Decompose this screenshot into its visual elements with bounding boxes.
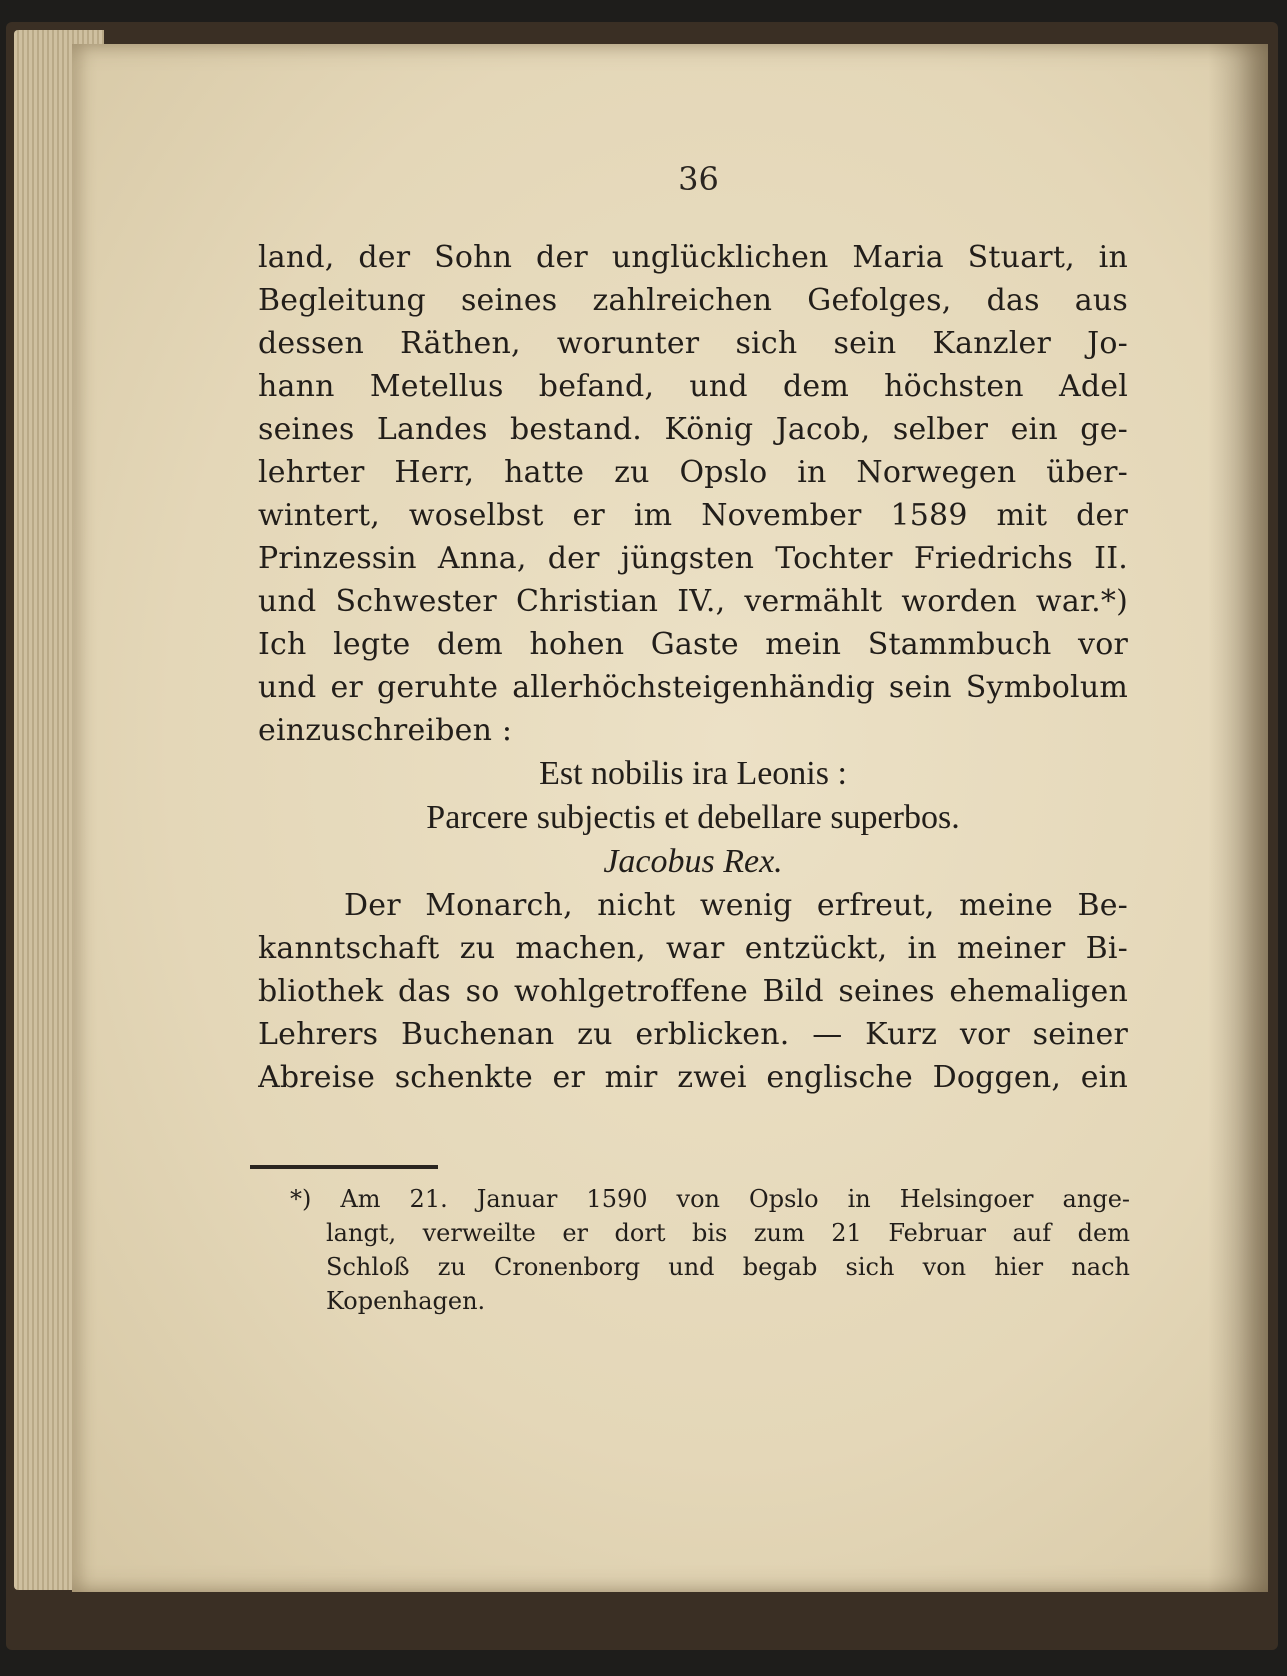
text-line: Begleitung seines zahlreichen Gefolges, das aus: [258, 283, 1128, 318]
text-line: lehrter Herr, hatte zu Opslo in Norwegen über-: [258, 455, 1128, 490]
text-line: und er geruhte allerhöchsteigenhändig sein Symbolum: [258, 670, 1128, 705]
text-line: seines Landes bestand. König Jacob, selber ein ge-: [258, 412, 1128, 447]
motto-line-2: Parcere subjectis et debellare superbos.: [426, 799, 960, 836]
footnote-rule: [250, 1165, 438, 1169]
footnote-line: Kopenhagen.: [326, 1287, 486, 1315]
footnote-line: Schloß zu Cronenborg und begab sich von hier nach: [326, 1253, 1130, 1281]
page-gutter-shadow: [1208, 44, 1268, 1592]
motto-line-1: Est nobilis ira Leonis :: [539, 755, 847, 792]
text-line: Ich legte dem hohen Gaste mein Stammbuch vor: [258, 627, 1128, 662]
body-text: [258, 236, 1128, 1099]
text-line: kanntschaft zu machen, war entzückt, in meiner Bi-: [258, 931, 1128, 966]
text-line: bliothek das so wohlgetroffene Bild seines ehemaligen: [258, 974, 1128, 1009]
footnote-line: langt, verweilte er dort bis zum 21 Februar auf dem: [326, 1219, 1130, 1247]
motto-signature: Jacobus Rex.: [603, 843, 783, 880]
text-line: wintert, woselbst er im November 1589 mit der: [258, 498, 1128, 533]
text-line: hann Metellus befand, und dem höchsten Adel: [258, 369, 1128, 404]
footnote-line: *) Am 21. Januar 1590 von Opslo in Helsingoer ange-: [290, 1185, 1130, 1213]
text-line: Abreise schenkte er mir zwei englische Doggen, ein: [258, 1060, 1128, 1095]
text-line: Prinzessin Anna, der jüngsten Tochter Friedrichs II.: [258, 541, 1128, 576]
text-line: dessen Räthen, worunter sich sein Kanzler Jo-: [258, 326, 1128, 361]
text-line: Der Monarch, nicht wenig erfreut, meine Be-: [344, 888, 1128, 923]
text-line: und Schwester Christian IV., vermählt worden war.*): [258, 584, 1128, 619]
text-line: einzuschreiben :: [258, 713, 513, 748]
page-number: 36: [678, 160, 719, 198]
footnote: [290, 1182, 1130, 1318]
text-line: land, der Sohn der unglücklichen Maria Stuart, in: [258, 240, 1128, 275]
text-line: Lehrers Buchenan zu erblicken. — Kurz vor seiner: [258, 1017, 1128, 1052]
